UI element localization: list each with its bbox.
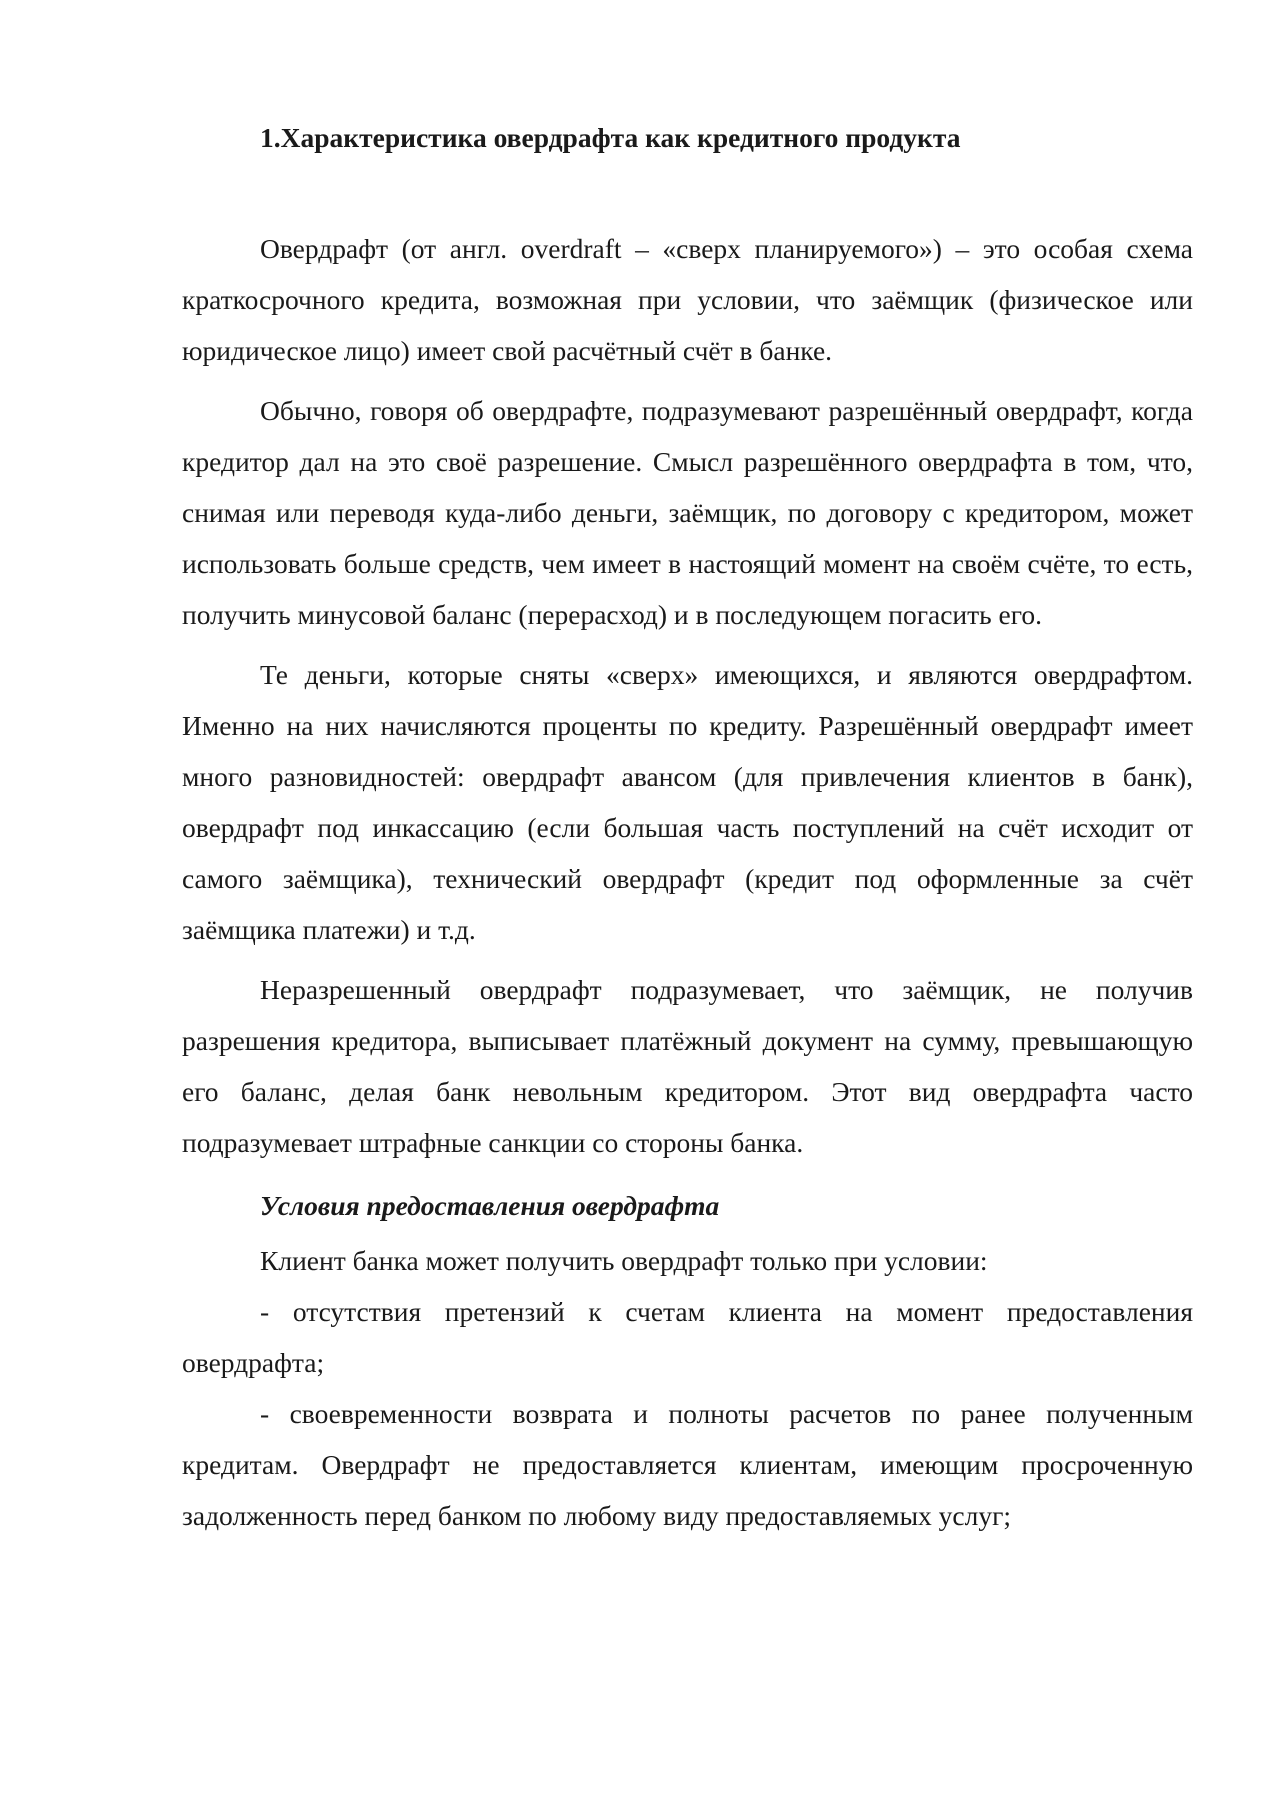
paragraph-definition: Овердрафт (от англ. overdraft – «сверх планируемого») – это особая схема краткосрочного кредита, возможная при условии, что заёмщик (физическое или юридическое лицо) имеет свой расчётный счёт в банке. [182,233,1193,366]
paragraph-conditions-intro: Клиент банка может получить овердрафт только при условии: [260,1245,988,1276]
paragraph-overdraft-types: Те деньги, которые сняты «сверх» имеющихся, и являются овердрафтом. Именно на них начисляются проценты по кредиту. Разрешённый овердрафт имеет много разновидностей: овердрафт авансом (для привлечения клиентов в банк), овердрафт под инкассацию (если большая часть поступлений на счёт исходит от самого заёмщика), технический овердрафт (кредит под оформленные за счёт заёмщика платежи) и т.д. [182,659,1193,945]
document-title: 1.Характеристика овердрафта как кредитного продукта [260,122,961,153]
document-body [182,118,1193,1541]
section-subheading: Условия предоставления овердрафта [260,1190,720,1221]
paragraph-unauthorized-overdraft: Неразрешенный овердрафт подразумевает, что заёмщик, не получив разрешения кредитора, выписывает платёжный документ на сумму, превышающую его баланс, делая банк невольным кредитором. Этот вид овердрафта часто подразумевает штрафные санкции со стороны банка. [182,974,1193,1158]
condition-item-timely-repayment: - своевременности возврата и полноты расчетов по ранее полученным кредитам. Овердрафт не предоставляется клиентам, имеющим просроченную задолженность перед банком по любому виду предоставляемых услуг; [182,1398,1193,1531]
paragraph-authorized-overdraft: Обычно, говоря об овердрафте, подразумевают разрешённый овердрафт, когда кредитор дал на это своё разрешение. Смысл разрешённого овердрафта в том, что, снимая или переводя куда-либо деньги, заёмщик, по договору с кредитором, может использовать больше средств, чем имеет в настоящий момент на своём счёте, то есть, получить минусовой баланс (перерасход) и в последующем погасить его. [182,395,1193,630]
condition-item-no-claims: - отсутствия претензий к счетам клиента на момент предоставления овердрафта; [182,1296,1193,1378]
